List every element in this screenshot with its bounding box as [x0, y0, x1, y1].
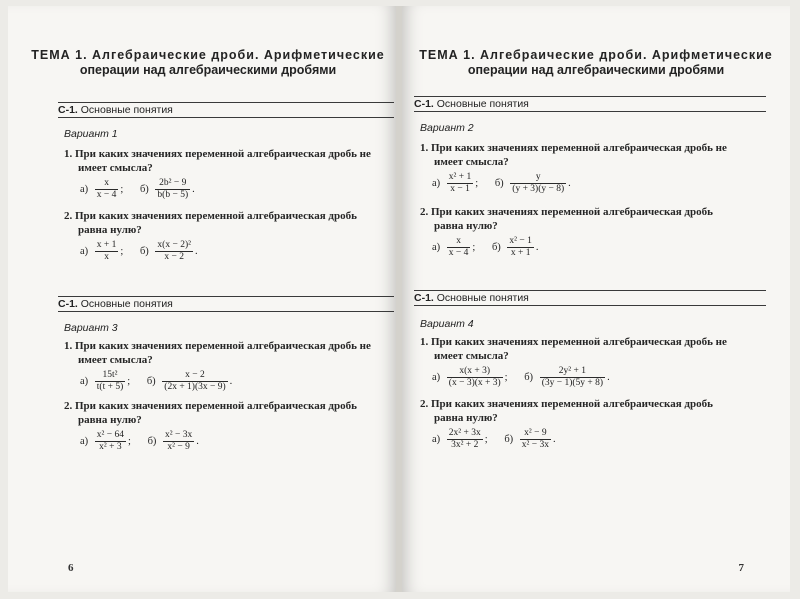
topic-title: [416, 48, 776, 78]
question-line: равна нулю?: [434, 411, 498, 424]
numerator: x² − 64: [96, 430, 125, 440]
answer-row: [80, 240, 212, 263]
punctuation: ;: [504, 372, 508, 383]
answer-label: а): [80, 246, 89, 257]
answer-item: [524, 366, 609, 389]
denominator: (x − 3)(x + 3): [448, 378, 501, 388]
denominator: (3y − 1)(5y + 8): [541, 378, 604, 388]
section-header: [58, 102, 394, 118]
variant-label: Вариант 4: [420, 318, 474, 330]
punctuation: .: [553, 434, 556, 445]
question-line: 2. При каких значениях переменной алгебраическая дробь: [420, 206, 713, 218]
answer-item: [432, 366, 508, 389]
answer-item: [140, 178, 195, 201]
answer-label: а): [432, 372, 441, 383]
denominator: 3x² + 2: [451, 440, 479, 450]
variant-label: Вариант 3: [64, 322, 118, 334]
denominator: t(t + 5): [96, 382, 124, 392]
fraction: [95, 178, 119, 201]
question-line: 1. При каких значениях переменной алгебраическая дробь не: [420, 142, 727, 154]
punctuation: .: [196, 436, 199, 447]
question: [64, 400, 384, 427]
answer-label: а): [80, 376, 89, 387]
fraction: [155, 178, 190, 201]
answer-row: [80, 430, 213, 453]
answer-item: [147, 370, 232, 393]
topic-title-line: операции над алгебраическими дробями: [467, 63, 725, 77]
answer-label: б): [147, 436, 157, 447]
punctuation: .: [229, 376, 233, 387]
answer-item: [140, 240, 198, 263]
numerator: x: [447, 236, 471, 248]
answer-row: [80, 178, 209, 201]
question-line: равна нулю?: [434, 219, 498, 232]
section-code: С-1.: [58, 298, 78, 310]
punctuation: ;: [120, 184, 124, 195]
answer-label: а): [432, 434, 441, 445]
fraction: [507, 236, 533, 259]
section-header: [414, 290, 766, 306]
question: [420, 206, 740, 233]
punctuation: ;: [472, 242, 476, 253]
fraction: [95, 240, 119, 263]
denominator: x − 4: [448, 248, 469, 258]
fraction: [447, 172, 473, 195]
denominator: x² + 3: [99, 442, 122, 452]
fraction: [155, 240, 193, 263]
section-code: С-1.: [414, 292, 434, 304]
section-title: Основные понятия: [436, 98, 529, 110]
fraction: [162, 370, 227, 393]
answer-item: [432, 428, 488, 451]
punctuation: .: [194, 246, 198, 257]
punctuation: ;: [127, 376, 131, 387]
answer-label: б): [504, 434, 514, 445]
section-title: Основные понятия: [80, 298, 173, 310]
question: [64, 340, 384, 367]
numerator: x² − 1: [509, 236, 532, 246]
answer-item: [432, 236, 475, 259]
left-page: [8, 6, 396, 592]
answer-item: [495, 172, 571, 195]
answer-item: [80, 430, 131, 453]
section-code: С-1.: [58, 104, 78, 116]
section-code: С-1.: [414, 98, 434, 110]
question: [420, 398, 740, 425]
question: [64, 148, 384, 175]
section-title: Основные понятия: [80, 104, 173, 116]
topic-title-line: ТЕМА 1. Алгебраические дроби. Арифметические: [419, 48, 773, 62]
numerator: x² − 9: [520, 428, 551, 440]
page-number: 7: [738, 562, 744, 574]
numerator: 15t²: [95, 370, 125, 382]
denominator: x² − 3x: [521, 440, 549, 450]
answer-row: [432, 172, 585, 195]
answer-item: [504, 428, 555, 451]
fraction: [163, 430, 194, 453]
page-number: 6: [68, 562, 74, 574]
answer-label: б): [139, 184, 149, 195]
answer-label: б): [494, 178, 504, 189]
question-line: имеет смысла?: [78, 161, 153, 174]
question-line: равна нулю?: [78, 223, 142, 236]
punctuation: .: [192, 184, 195, 195]
answer-row: [432, 366, 624, 389]
question-line: равна нулю?: [78, 413, 142, 426]
numerator: x + 1: [96, 240, 117, 250]
answer-item: [492, 236, 539, 259]
answer-label: а): [80, 184, 89, 195]
right-page: [402, 6, 790, 592]
question-line: имеет смысла?: [434, 155, 509, 168]
denominator: x² − 9: [167, 442, 190, 452]
answer-item: [80, 370, 130, 393]
fraction: [95, 370, 125, 393]
answer-row: [432, 236, 553, 259]
answer-label: б): [146, 376, 156, 387]
punctuation: .: [568, 178, 571, 189]
question: [420, 142, 740, 169]
numerator: x² + 1: [448, 172, 472, 182]
topic-title-line: ТЕМА 1. Алгебраические дроби. Арифметические: [31, 48, 385, 62]
numerator: 2x² + 3x: [448, 428, 481, 438]
question-line: имеет смысла?: [434, 349, 509, 362]
answer-item: [80, 178, 123, 201]
answer-label: б): [524, 372, 534, 383]
denominator: x − 1: [450, 184, 470, 194]
fraction: [540, 366, 605, 389]
numerator: y: [510, 172, 566, 184]
question-line: 2. При каких значениях переменной алгебраическая дробь: [64, 400, 357, 412]
numerator: x − 2: [162, 370, 227, 382]
answer-label: а): [80, 436, 89, 447]
punctuation: ;: [120, 246, 124, 257]
question: [64, 210, 384, 237]
question-line: 2. При каких значениях переменной алгебраическая дробь: [64, 210, 357, 222]
variant-label: Вариант 2: [420, 122, 474, 134]
answer-row: [80, 370, 246, 393]
answer-item: [148, 430, 199, 453]
question-line: 2. При каких значениях переменной алгебраическая дробь: [420, 398, 713, 410]
denominator: (2x + 1)(3x − 9): [164, 382, 226, 392]
fraction: [447, 366, 503, 389]
denominator: (y + 3)(y − 8): [512, 184, 565, 194]
question-line: имеет смысла?: [78, 353, 153, 366]
answer-row: [432, 428, 570, 451]
question-line: 1. При каких значениях переменной алгебраическая дробь не: [420, 336, 727, 348]
fraction: [447, 236, 471, 259]
section-header: [58, 296, 394, 312]
numerator: 2b² − 9: [155, 178, 190, 190]
punctuation: ;: [484, 434, 488, 445]
denominator: x + 1: [510, 248, 531, 258]
punctuation: ;: [128, 436, 131, 447]
fraction: [520, 428, 551, 451]
answer-item: [80, 240, 123, 263]
punctuation: .: [535, 242, 539, 253]
answer-label: б): [491, 242, 501, 253]
numerator: x(x − 2)²: [157, 240, 191, 250]
answer-label: а): [432, 242, 441, 253]
answer-label: а): [432, 178, 441, 189]
punctuation: ;: [475, 178, 479, 189]
question: [420, 336, 740, 363]
numerator: x(x + 3): [447, 366, 503, 378]
fraction: [447, 428, 483, 451]
question-line: 1. При каких значениях переменной алгебраическая дробь не: [64, 340, 371, 352]
section-header: [414, 96, 766, 112]
numerator: x: [95, 178, 119, 190]
denominator: b(b − 5): [157, 190, 189, 200]
denominator: x − 4: [96, 190, 117, 200]
denominator: x: [104, 252, 109, 262]
variant-label: Вариант 1: [64, 128, 118, 140]
numerator: 2y² + 1: [540, 366, 605, 378]
question-line: 1. При каких значениях переменной алгебраическая дробь не: [64, 148, 371, 160]
answer-item: [432, 172, 478, 195]
denominator: x − 2: [164, 252, 184, 262]
fraction: [510, 172, 566, 195]
fraction: [95, 430, 126, 453]
answer-label: б): [139, 246, 149, 257]
section-title: Основные понятия: [436, 292, 529, 304]
numerator: x² − 3x: [165, 430, 193, 440]
topic-title: [28, 48, 388, 78]
punctuation: .: [607, 372, 610, 383]
topic-title-line: операции над алгебраическими дробями: [79, 63, 337, 77]
